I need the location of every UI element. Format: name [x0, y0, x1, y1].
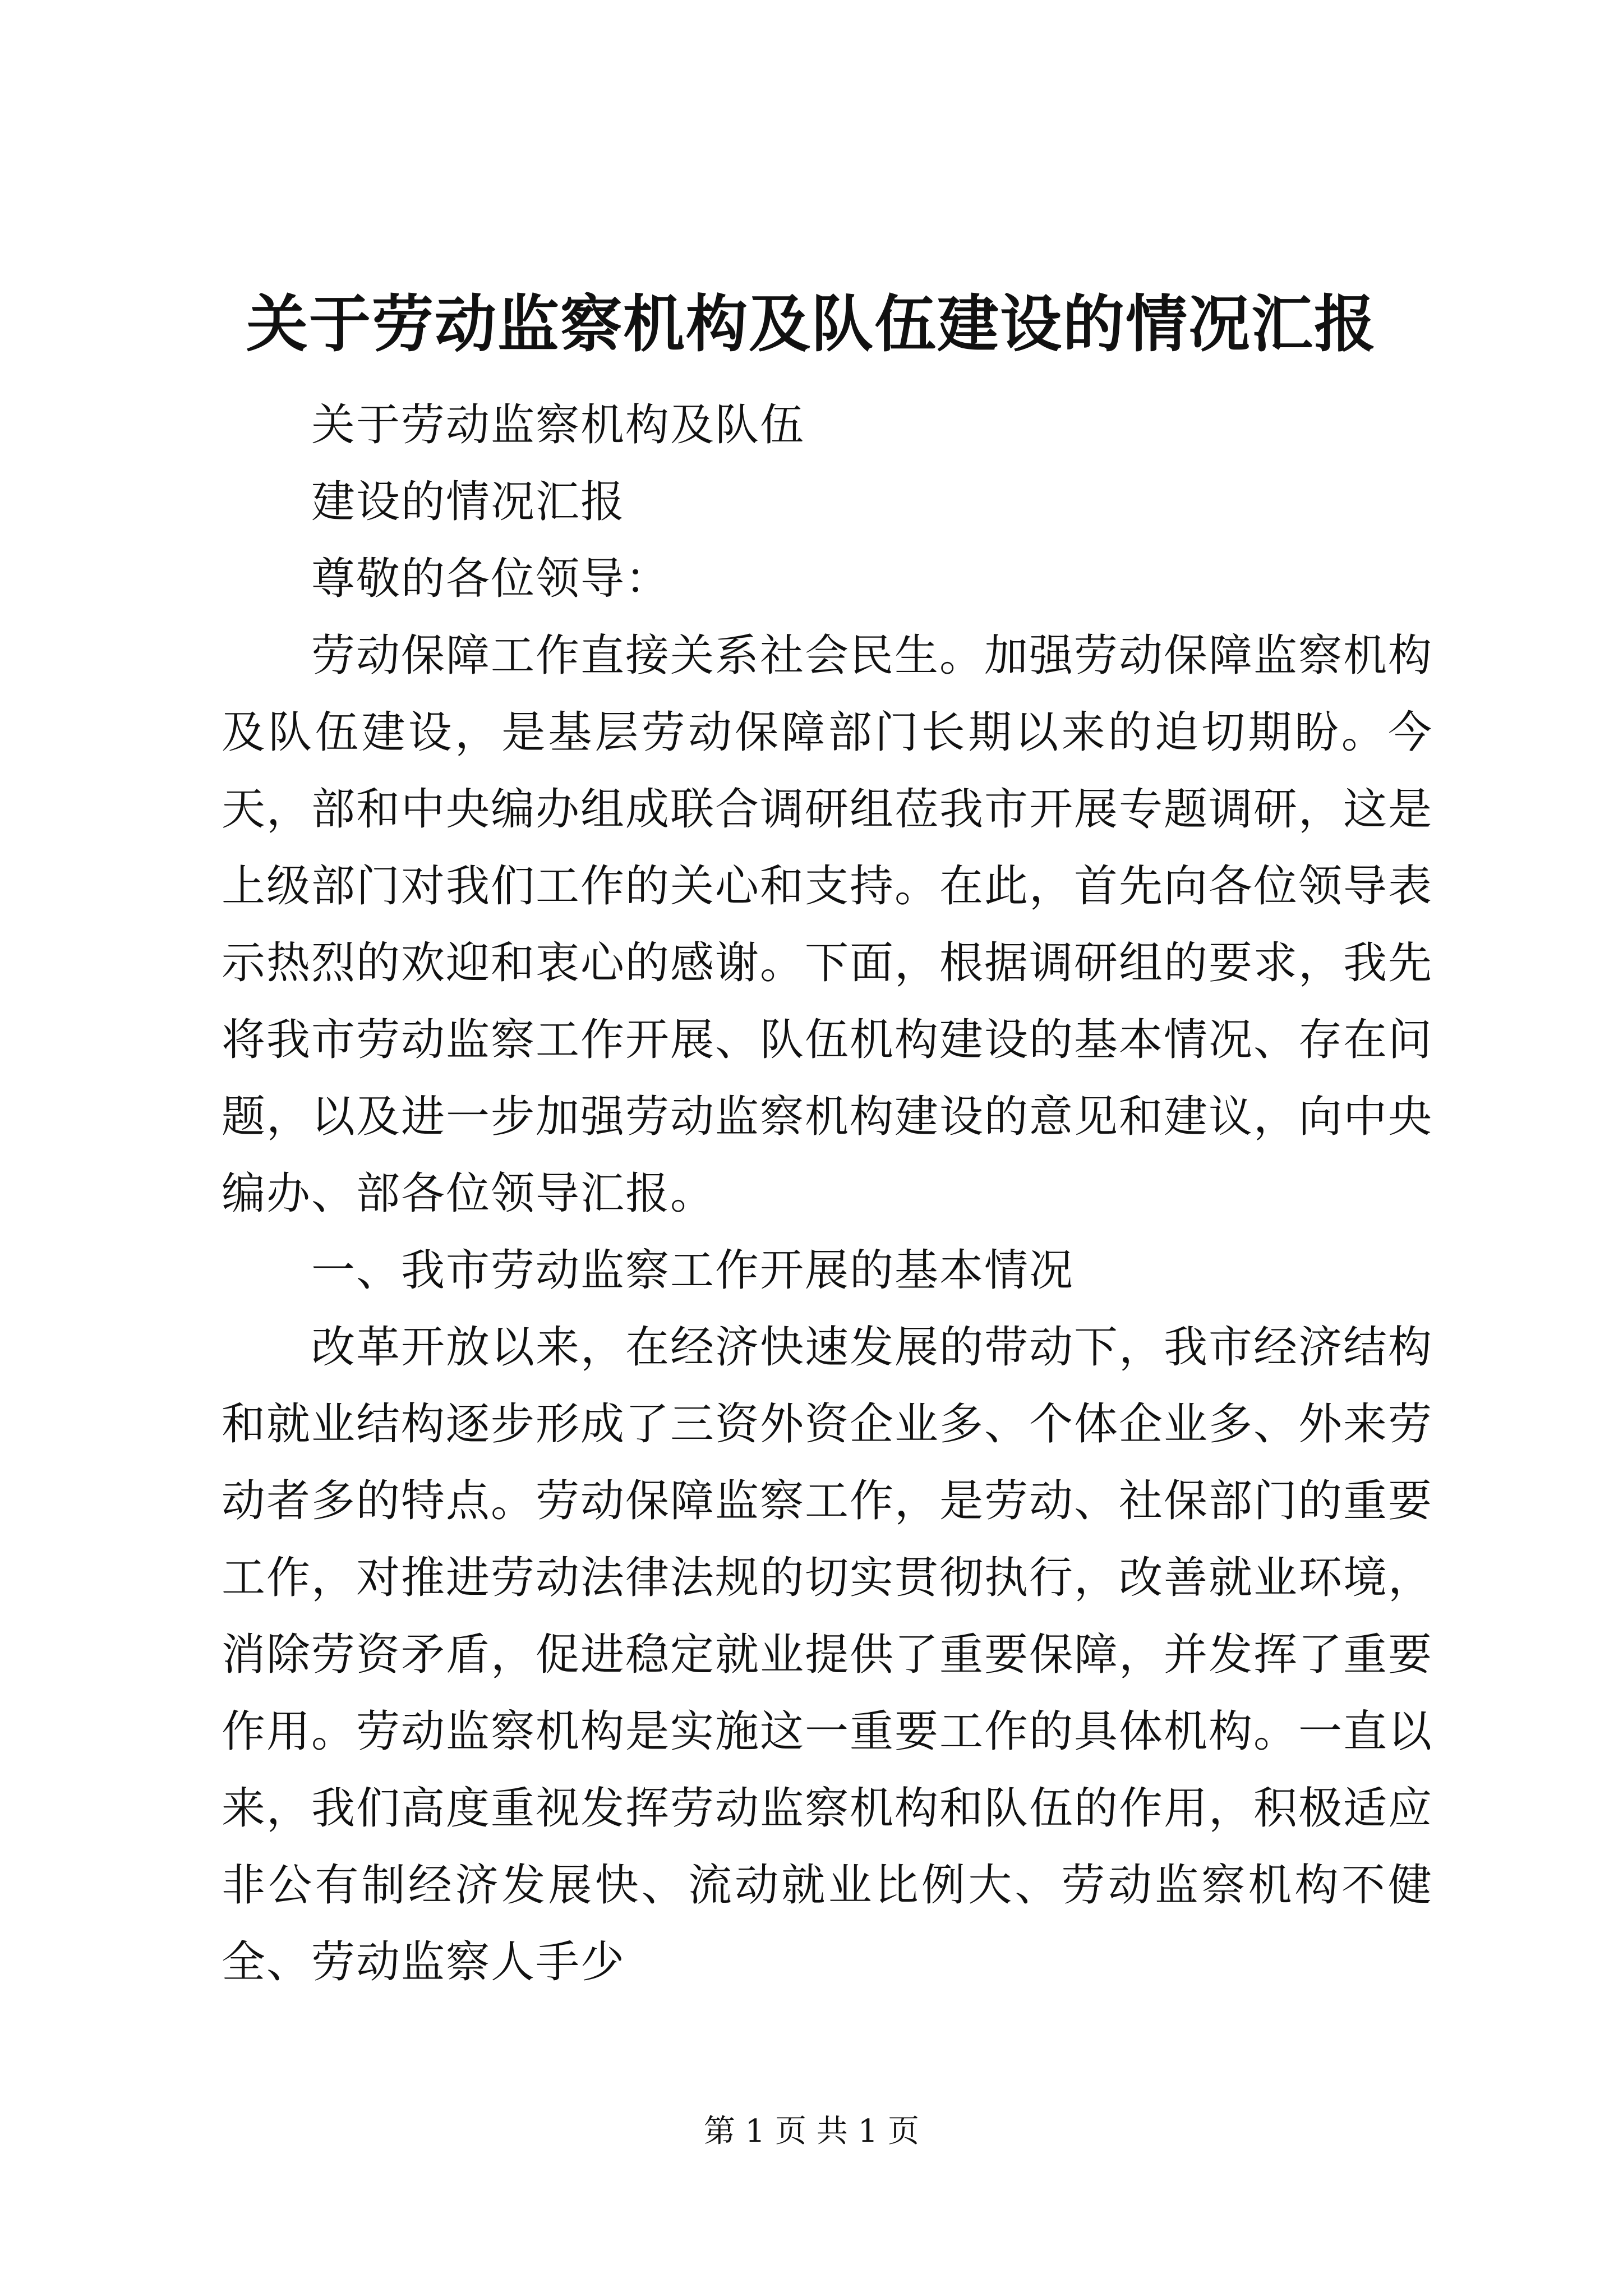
- intro-paragraph: 劳动保障工作直接关系社会民生。加强劳动保障监察机构及队伍建设，是基层劳动保障部门长期以来的迫切期盼。今天，部和中央编办组成联合调研组莅我市开展专题调研，这是上级部门对我们工作的关心和支持。在此，首先向各位领导表示热烈的欢迎和衷心的感谢。下面，根据调研组的要求，我先将我市劳动监察工作开展、队伍机构建设的基本情况、存在问题，以及进一步加强劳动监察机构建设的意见和建议，向中央编办、部各位领导汇报。: [222, 631, 1433, 1219]
- section-paragraph: 改革开放以来，在经济快速发展的带动下，我市经济结构和就业结构逐步形成了三资外资企业多、个体企业多、外来劳动者多的特点。劳动保障监察工作，是劳动、社保部门的重要工作，对推进劳动法律法规的切实贯彻执行，改善就业环境，消除劳资矛盾，促进稳定就业提供了重要保障，并发挥了重要作用。劳动监察机构是实施这一重要工作的具体机构。一直以来，我们高度重视发挥劳动监察机构和队伍的作用，积极适应非公有制经济发展快、流动就业比例大、劳动监察机构不健全、劳动监察人手少: [222, 1322, 1433, 1987]
- document-title: 关于劳动监察机构及队伍建设的情况汇报: [246, 288, 1377, 360]
- subtitle-line-2: 建设的情况汇报: [311, 477, 626, 527]
- page-footer: 第 1 页 共 1 页: [703, 2113, 920, 2150]
- section-heading: 一、我市劳动监察工作开展的基本情况: [311, 1245, 1075, 1296]
- salutation: 尊敬的各位领导：: [311, 554, 671, 604]
- subtitle-line-1: 关于劳动监察机构及队伍: [311, 400, 805, 450]
- document-body: [222, 387, 1433, 2001]
